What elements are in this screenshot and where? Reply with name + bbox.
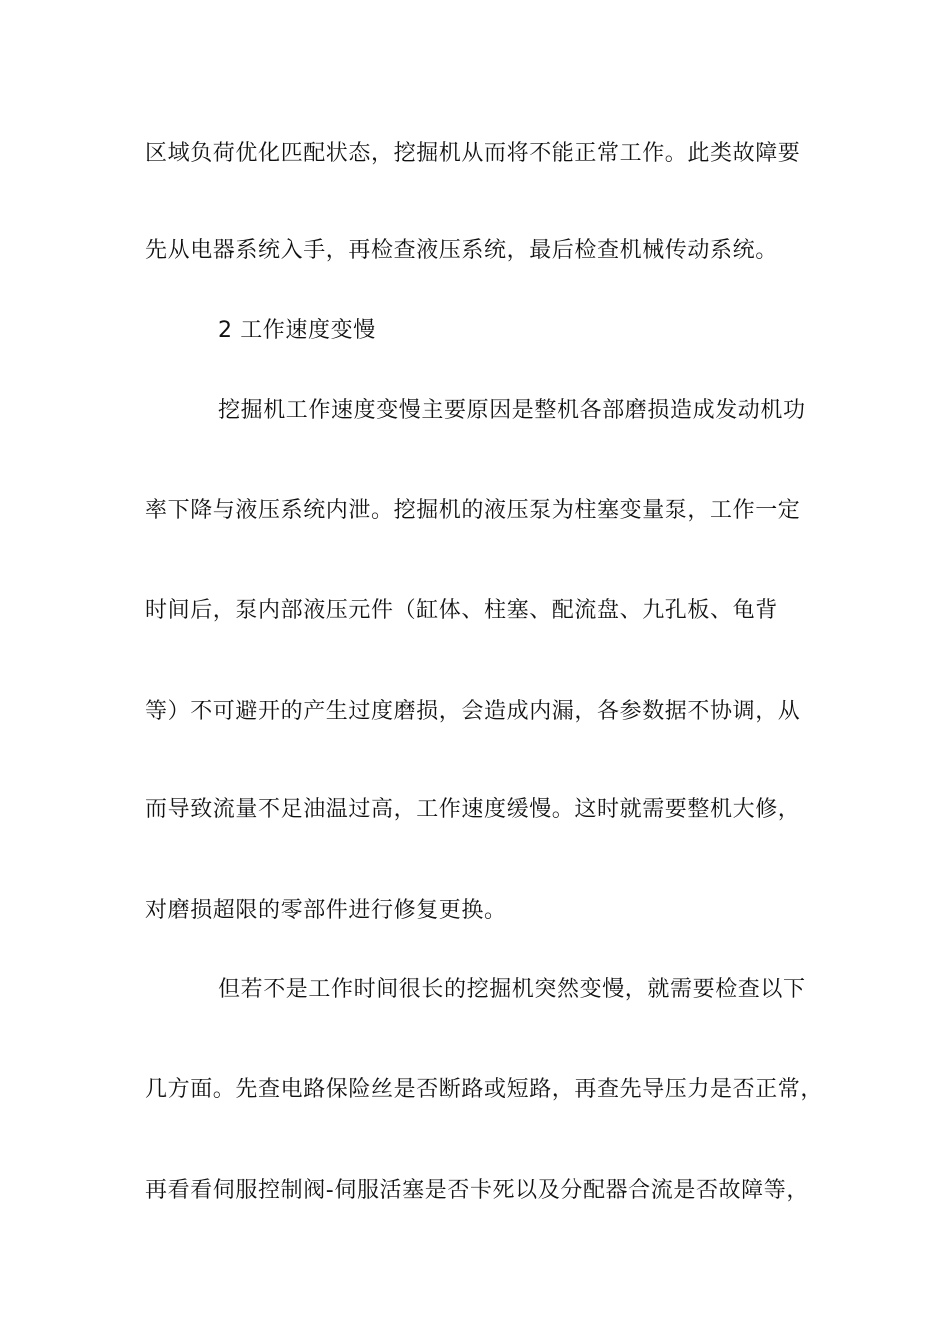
paragraph-line-6: 等）不可避开的产生过度磨损，会造成内漏，各参数据不协调，从 [145,699,801,724]
paragraph-line-2: 先从电器系统入手，再检查液压系统，最后检查机械传动系统。 [145,238,778,263]
paragraph-line-3: 挖掘机工作速度变慢主要原因是整机各部磨损造成发动机功 [218,398,806,423]
paragraph-line-1: 区域负荷优化匹配状态，挖掘机从而将不能正常工作。此类故障要 [145,141,801,166]
section-heading: 2 工作速度变慢 [218,318,376,343]
paragraph-line-5: 时间后，泵内部液压元件（缸体、柱塞、配流盘、九孔板、龟背 [145,598,778,623]
paragraph-line-7: 而导致流量不足油温过高，工作速度缓慢。这时就需要整机大修， [145,797,801,822]
paragraph-line-10: 几方面。先查电路保险丝是否断路或短路，再查先导压力是否正常， [145,1077,824,1102]
paragraph-line-9: 但若不是工作时间很长的挖掘机突然变慢，就需要检查以下 [218,977,806,1002]
paragraph-line-11: 再看看伺服控制阀-伺服活塞是否卡死以及分配器合流是否故障等， [145,1178,809,1203]
paragraph-line-4: 率下降与液压系统内泄。挖掘机的液压泵为柱塞变量泵，工作一定 [145,498,801,523]
paragraph-line-8: 对磨损超限的零部件进行修复更换。 [145,898,507,923]
